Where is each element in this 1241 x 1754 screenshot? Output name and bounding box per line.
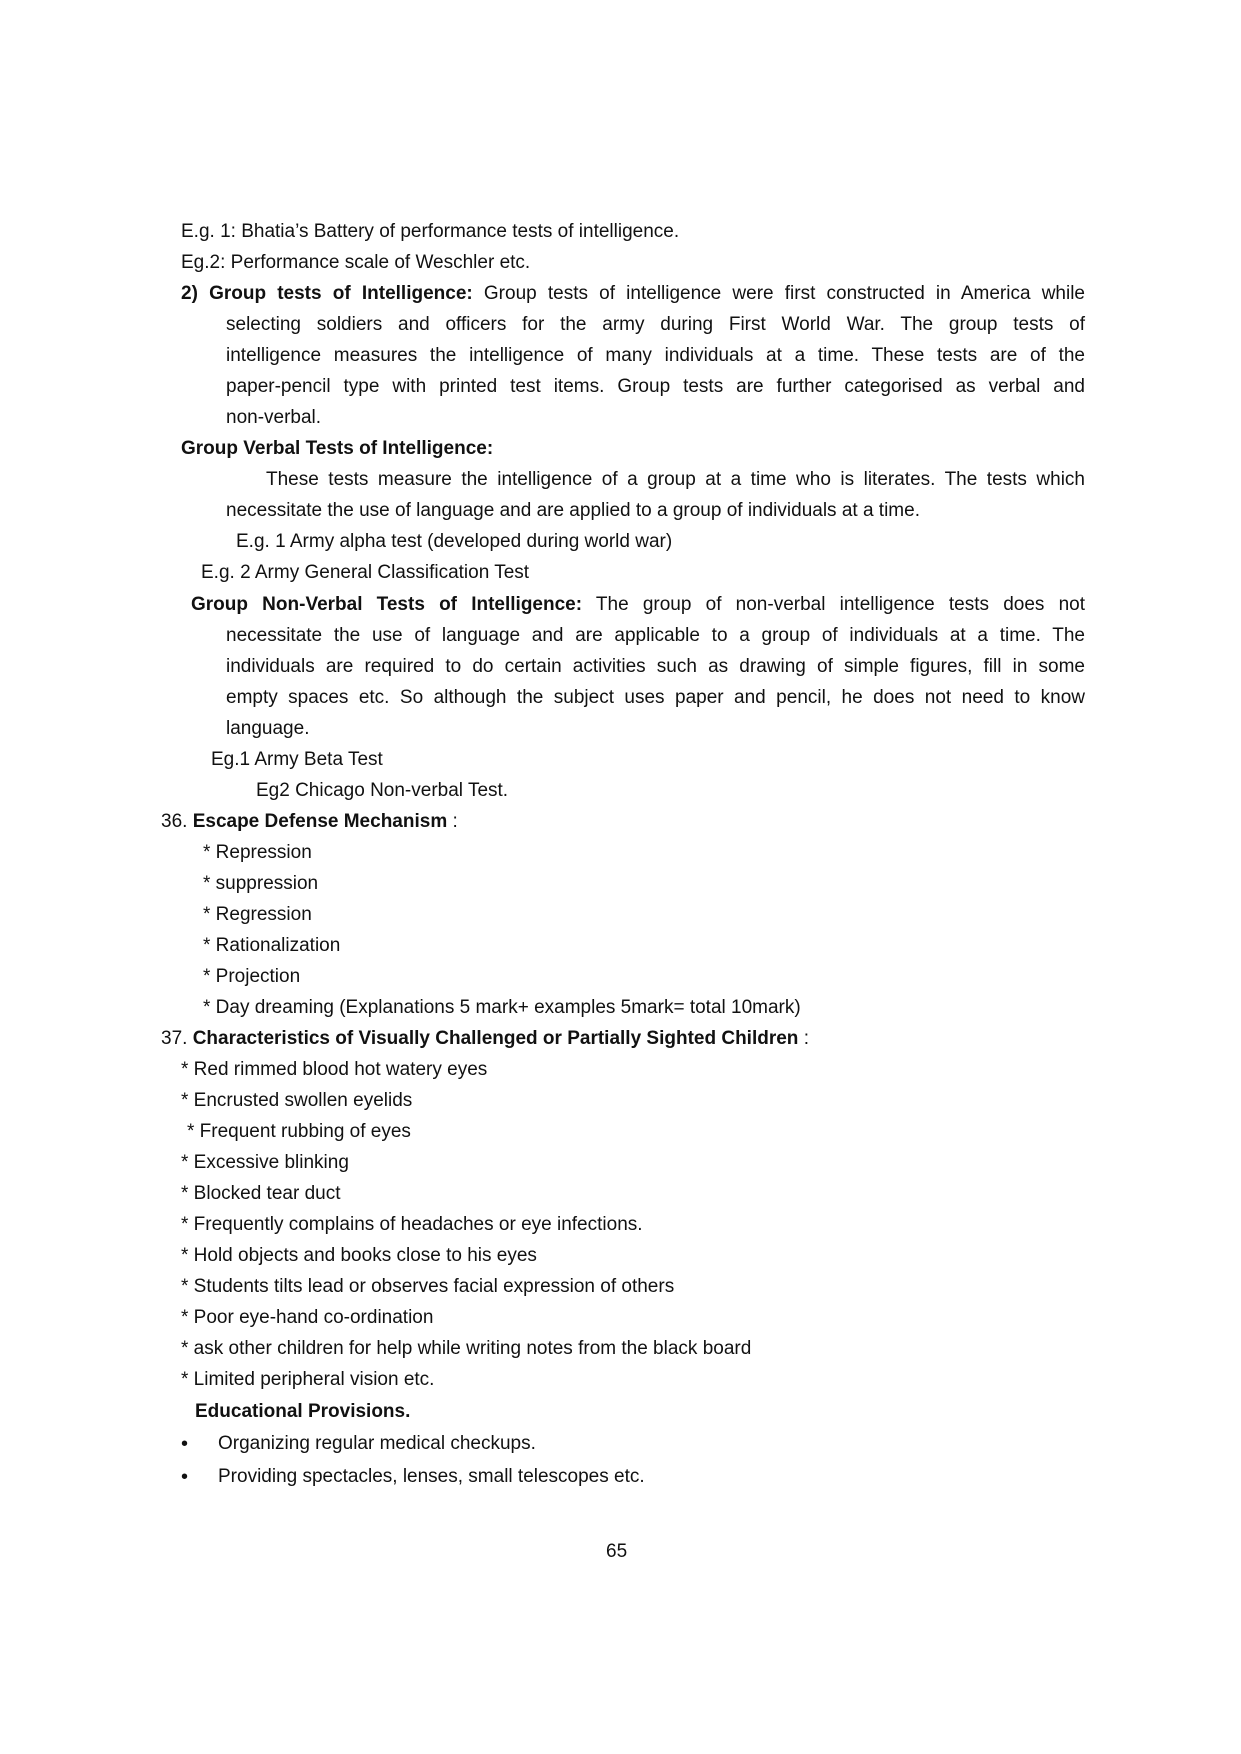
q37-list-item: * Limited peripheral vision etc. [181, 1369, 435, 1390]
q37-list-item: * Poor eye-hand co-ordination [181, 1307, 434, 1328]
nonverbal-paragraph-line-2: necessitate the use of language and are applicable to a group of individuals at a time. The [226, 625, 1085, 646]
provision-item: Organizing regular medical checkups. [218, 1433, 536, 1454]
group-tests-heading: 2) Group tests of Intelligence: [181, 283, 473, 304]
provision-item: Providing spectacles, lenses, small telescopes etc. [218, 1466, 645, 1487]
question-37-heading: 37. Characteristics of Visually Challenged or Partially Sighted Children : [161, 1028, 809, 1049]
q37-list-item: * Frequent rubbing of eyes [187, 1121, 411, 1142]
verbal-tests-line-1: These tests measure the intelligence of a group at a time who is literates. The tests which [266, 469, 1085, 490]
nonverbal-paragraph-line-1: Group Non-Verbal Tests of Intelligence: The group of non-verbal intelligence tests does not [191, 594, 1086, 615]
group-tests-paragraph-line-1: 2) Group tests of Intelligence: Group tests of intelligence were first constructed in America while [181, 283, 1085, 304]
educational-provisions-heading: Educational Provisions. [195, 1401, 411, 1422]
bullet-icon: • [181, 1433, 189, 1455]
question-36-heading: 36. Escape Defense Mechanism : [161, 811, 458, 832]
q37-list-item: * Students tilts lead or observes facial expression of others [181, 1276, 675, 1297]
group-tests-paragraph-line-5: non-verbal. [226, 407, 322, 428]
q36-list-item: * Regression [203, 904, 312, 925]
q36-list-item: * suppression [203, 873, 319, 894]
verbal-example-2: E.g. 2 Army General Classification Test [201, 562, 530, 583]
question-36-title: Escape Defense Mechanism [192, 811, 448, 832]
group-tests-paragraph-line-3: intelligence measures the intelligence of many individuals at a time. These tests are of the [226, 345, 1085, 366]
group-tests-paragraph-line-4: paper-pencil type with printed test items. Group tests are further categorised as verbal and [226, 376, 1085, 397]
verbal-example-1: E.g. 1 Army alpha test (developed during world war) [236, 531, 673, 552]
q36-list-item: * Rationalization [203, 935, 341, 956]
verbal-tests-line-2: necessitate the use of language and are applied to a group of individuals at a time. [226, 500, 920, 521]
nonverbal-paragraph-line-5: language. [226, 718, 310, 739]
q37-list-item: * Red rimmed blood hot watery eyes [181, 1059, 488, 1080]
nonverbal-paragraph-line-4: empty spaces etc. So although the subject uses paper and pencil, he does not need to know [226, 687, 1085, 708]
q37-list-item: * Excessive blinking [181, 1152, 349, 1173]
verbal-tests-heading: Group Verbal Tests of Intelligence: [181, 438, 494, 459]
q36-list-item: * Repression [203, 842, 312, 863]
question-37-title: Characteristics of Visually Challenged or Partially Sighted Children [192, 1028, 799, 1049]
nonverbal-example-1: Eg.1 Army Beta Test [211, 749, 383, 770]
example-line-2: Eg.2: Performance scale of Weschler etc. [181, 252, 531, 273]
q36-list-item: * Day dreaming (Explanations 5 mark+ examples 5mark= total 10mark) [203, 997, 801, 1018]
q37-list-item: * Blocked tear duct [181, 1183, 341, 1204]
nonverbal-tests-heading: Group Non-Verbal Tests of Intelligence: [191, 594, 583, 615]
example-line-1: E.g. 1: Bhatia’s Battery of performance tests of intelligence. [181, 221, 680, 242]
q37-list-item: * Frequently complains of headaches or eye infections. [181, 1214, 643, 1235]
group-tests-paragraph-line-2: selecting soldiers and officers for the army during First World War. The group tests of [226, 314, 1085, 335]
page-number: 65 [606, 1541, 628, 1562]
nonverbal-example-2: Eg2 Chicago Non-verbal Test. [256, 780, 509, 801]
q37-list-item: * Encrusted swollen eyelids [181, 1090, 413, 1111]
q37-list-item: * Hold objects and books close to his eyes [181, 1245, 537, 1266]
bullet-icon: • [181, 1466, 189, 1488]
nonverbal-paragraph-line-3: individuals are required to do certain activities such as drawing of simple figures, fill in some [226, 656, 1085, 677]
q37-list-item: * ask other children for help while writing notes from the black board [181, 1338, 752, 1359]
q36-list-item: * Projection [203, 966, 301, 987]
